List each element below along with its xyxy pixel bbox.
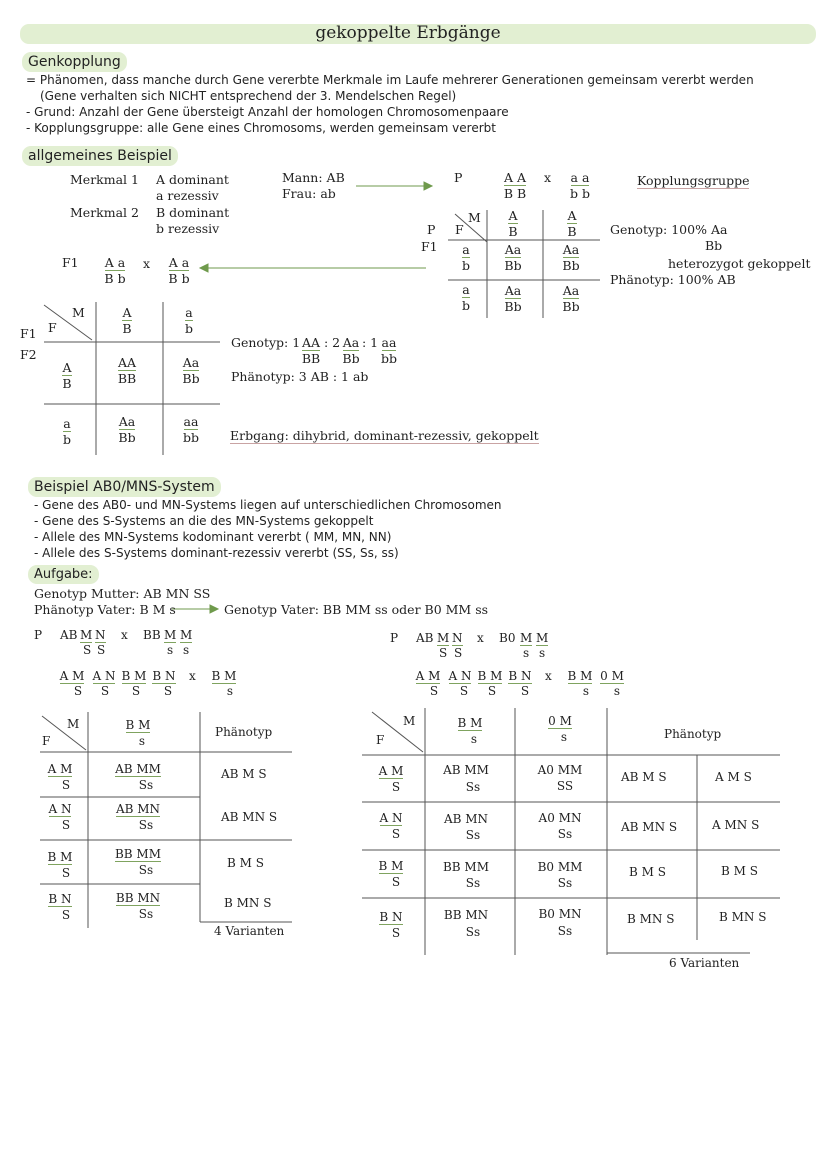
right-gam-4: B N (508, 669, 532, 683)
lt-h-b: s (138, 734, 146, 748)
lt-r4-ph: B MN S (224, 896, 272, 910)
right-p1-s1: S (439, 646, 448, 660)
rt-r4-c1b: Ss (465, 925, 481, 939)
merkmal2-label: Merkmal 2 (70, 205, 139, 220)
left-gam-3: B M (121, 669, 147, 683)
sq1-f: F (455, 222, 464, 237)
rt-f: F (376, 733, 385, 747)
rt-h1-t: B M (457, 716, 483, 730)
p-allele-bottom-1: B B (503, 186, 527, 201)
right-p2-m1: M (520, 631, 533, 645)
genotyp2-prefix: Genotyp: 1 (231, 335, 301, 350)
rt-r2-p1: AB MN S (621, 820, 678, 834)
heterozygot-label: heterozygot gekoppelt (668, 256, 811, 271)
right-gam-3-b: S (487, 684, 497, 698)
sq1-r2-t: a (462, 282, 470, 297)
rt-h2-b: s (560, 730, 568, 744)
rt-h1-b: s (470, 732, 478, 746)
sq1-c12-b: Bb (562, 258, 580, 273)
left-p1-ab: AB (60, 628, 78, 642)
lt-r3-cb: Ss (138, 863, 154, 877)
genotyp2-BB: BB (301, 351, 321, 366)
genotyp1-line2: Bb (705, 238, 723, 253)
sq2-c11-t: AA (117, 355, 137, 370)
right-gam-4-b: S (520, 684, 530, 698)
rt-r3-c2t: B0 MM (537, 860, 583, 874)
left-gam-3-b: S (131, 684, 141, 698)
sq1-c22-t: Aa (562, 283, 580, 298)
genotyp1-line1: Genotyp: 100% Aa (610, 222, 728, 237)
right-p-label: P (390, 631, 399, 645)
sq2-c11-b: BB (117, 371, 137, 386)
sq1-p-label: P (427, 222, 436, 237)
rt-r3-t: B M (378, 859, 404, 873)
lt-r4-cb: Ss (138, 907, 154, 921)
rt-r1-p2: A M S (715, 770, 752, 784)
left-gam-cross: x (189, 669, 196, 683)
rt-phaenotyp-header: Phänotyp (664, 727, 722, 741)
rt-r1-p1: AB M S (621, 770, 667, 784)
rt-r3-c1t: BB MM (442, 860, 490, 874)
sq2-h2-t: a (185, 305, 193, 320)
vater-genotyp: Genotyp Vater: BB MM ss oder B0 MM ss (224, 602, 489, 617)
right-p1-m: M (437, 631, 450, 645)
right-p2-s1: s (523, 646, 530, 660)
genotyp2-Bb: Bb (342, 351, 360, 366)
left-p-cross: x (121, 628, 128, 642)
beispiel2-heading: Beispiel AB0/MNS-System (28, 477, 221, 497)
lt-varianten: 4 Varianten (214, 924, 285, 938)
aufgabe-heading: Aufgabe: (28, 565, 99, 584)
sq1-h-b: B (508, 224, 518, 239)
rt-r1-c2t: A0 MM (537, 763, 583, 777)
left-p1-m: M (80, 628, 93, 642)
rt-r4-c2b: Ss (557, 924, 573, 938)
rt-r3-c2b: Ss (557, 876, 573, 890)
p-cross: x (544, 170, 552, 185)
rt-r2-c2b: Ss (557, 827, 573, 841)
right-p1-s2: S (454, 646, 463, 660)
vater-phaenotyp: Phänotyp Vater: B M s (34, 602, 176, 617)
right-p-cross: x (477, 631, 484, 645)
mann-label: Mann: AB (282, 170, 345, 185)
f1-label: F1 (62, 255, 79, 270)
lt-r1-cb: Ss (138, 778, 154, 792)
genkopplung-line-2: (Gene verhalten sich NICHT entsprechend der 3. Mendelschen Regel) (40, 89, 457, 103)
f1-allele-bottom-1: B b (104, 271, 126, 286)
genkopplung-line-1: = Phänomen, dass manche durch Gene vererbte Merkmale im Laufe mehrerer Generationen gemeinsam vererbt werden (26, 73, 754, 87)
sq1-r1-b: b (461, 258, 470, 273)
sq2-c21-t: Aa (118, 414, 136, 429)
right-vater-gam-1-b: s (582, 684, 590, 698)
f1-cross: x (143, 256, 151, 271)
genotyp2-Aa: Aa (342, 335, 360, 350)
right-p2-m2: M (536, 631, 549, 645)
mutter-genotyp: Genotyp Mutter: AB MN SS (34, 586, 211, 601)
sq2-h2-b: b (184, 321, 193, 336)
genotyp2-aa: aa (381, 335, 397, 350)
sq1-c21-b: Bb (504, 299, 522, 314)
rt-r3-p1: B M S (629, 865, 666, 879)
rt-r1-b: S (391, 780, 401, 794)
rt-r3-p2: B M S (721, 864, 758, 878)
left-gam-2-b: S (100, 684, 110, 698)
left-gam-2: A N (92, 669, 116, 683)
left-p1-n: N (95, 628, 106, 642)
sq2-m: M (72, 305, 85, 320)
sq1-m: M (468, 210, 481, 225)
sq1-c11-t: Aa (504, 242, 522, 257)
arrow-right-head (424, 182, 432, 190)
p-allele-bottom-2: b b (570, 186, 590, 201)
rt-r4-b: S (391, 926, 401, 940)
beispiel2-line-4: - Allele des S-Systems dominant-rezessiv vererbt (SS, Ss, ss) (34, 546, 399, 560)
left-gam-1-b: S (73, 684, 83, 698)
merkmal2-allele-b: b rezessiv (156, 221, 220, 236)
left-p2-m1: M (164, 628, 177, 642)
lt-r1-ct: AB MM (115, 762, 161, 776)
sq1-h2-b: B (567, 224, 577, 239)
lt-r1-b: S (61, 778, 71, 792)
merkmal1-allele-a: A dominant (156, 172, 229, 187)
sq2-f: F (48, 320, 57, 335)
right-p2-b0: B0 (499, 631, 516, 645)
rt-varianten: 6 Varianten (669, 956, 740, 970)
sq1-c11-b: Bb (504, 258, 522, 273)
left-p2-s1: s (167, 643, 174, 657)
sq1-f1-label: F1 (421, 239, 438, 254)
lt-r3-b: S (61, 866, 71, 880)
right-vater-gam-2-b: s (613, 684, 621, 698)
rt-r1-c1t: AB MM (443, 763, 489, 777)
p-allele-top-1: A A (503, 170, 527, 185)
rt-h2-t: 0 M (548, 714, 572, 728)
sq1-r1-t: a (462, 242, 470, 257)
genkopplung-line-3: - Grund: Anzahl der Gene übersteigt Anzahl der homologen Chromosomenpaare (26, 105, 509, 119)
lt-h-t: B M (125, 718, 151, 732)
sq2-r2-b: b (62, 432, 71, 447)
lt-r2-t: A N (48, 802, 72, 816)
beispiel1-heading: allgemeines Beispiel (22, 146, 178, 166)
lt-r3-ct: BB MM (114, 847, 162, 861)
lt-f: F (42, 734, 51, 748)
left-p2-s2: s (183, 643, 190, 657)
right-gam-3: B M (477, 669, 503, 683)
merkmal1-label: Merkmal 1 (70, 172, 139, 187)
beispiel2-line-1: - Gene des AB0- und MN-Systems liegen auf unterschiedlichen Chromosomen (34, 498, 502, 512)
sq2-h1-b: B (122, 321, 132, 336)
right-gam-2: A N (448, 669, 472, 683)
lt-r4-ct: BB MN (115, 891, 161, 905)
arrow-vater-head (210, 605, 218, 613)
phaenotyp2-label: Phänotyp: 3 AB : 1 ab (231, 369, 369, 384)
rt-r4-p1: B MN S (627, 912, 675, 926)
right-gam-1-b: S (429, 684, 439, 698)
left-vater-gam-b: s (226, 684, 234, 698)
rt-r1-t: A M (378, 764, 404, 778)
rt-r2-b: S (391, 827, 401, 841)
right-vater-gam-1: B M (567, 669, 593, 683)
merkmal1-allele-b: a rezessiv (156, 188, 219, 203)
rt-r2-t: A N (379, 811, 403, 825)
sq2-f1-label: F1 (20, 326, 37, 341)
right-gam-2-b: S (459, 684, 469, 698)
rt-m: M (403, 714, 416, 728)
rt-r4-t: B N (379, 910, 403, 924)
frau-label: Frau: ab (282, 186, 336, 201)
left-gam-4-b: S (163, 684, 173, 698)
sq2-f2-label: F2 (20, 347, 37, 362)
rt-r4-c2t: B0 MN (538, 907, 582, 921)
kopplungsgruppe-label: Kopplungsgruppe (637, 173, 750, 188)
left-p1-s2: S (97, 643, 106, 657)
genkopplung-line-4: - Kopplungsgruppe: alle Gene eines Chromosoms, werden gemeinsam vererbt (26, 121, 496, 135)
sq2-c21-b: Bb (118, 430, 136, 445)
lt-r3-t: B M (47, 850, 73, 864)
genkopplung-heading: Genkopplung (22, 52, 127, 72)
sq2-r1-b: B (62, 376, 72, 391)
sq1-r2-b: b (461, 298, 470, 313)
rt-r3-c1b: Ss (465, 876, 481, 890)
sq1-h-a: A (508, 208, 518, 223)
p-label: P (454, 170, 463, 185)
lt-r2-cb: Ss (138, 818, 154, 832)
sq2-c22-t: aa (183, 414, 199, 429)
left-gam-4: B N (152, 669, 176, 683)
right-p1-ab: AB (416, 631, 434, 645)
right-p2-s2: s (539, 646, 546, 660)
right-gam-1: A M (415, 669, 441, 683)
left-p1-s1: S (83, 643, 92, 657)
sq2-r2-t: a (63, 416, 71, 431)
lt-r2-b: S (61, 818, 71, 832)
rt-r2-c1b: Ss (465, 828, 481, 842)
sq1-c12-t: Aa (562, 242, 580, 257)
right-vater-gam-2: 0 M (600, 669, 624, 683)
erbgang-label: Erbgang: dihybrid, dominant-rezessiv, gekoppelt (230, 428, 539, 443)
rt-r4-c1t: BB MN (443, 908, 489, 922)
rt-r2-c1t: AB MN (443, 812, 489, 826)
right-p1-n: N (452, 631, 463, 645)
f1-allele-top-1: A a (104, 255, 126, 270)
lt-r2-ph: AB MN S (221, 810, 278, 824)
page-title: gekoppelte Erbgänge (315, 23, 501, 43)
genotyp2-AA: AA (301, 335, 321, 350)
left-p-label: P (34, 628, 43, 642)
f1-allele-top-2: A a (168, 255, 190, 270)
rt-r2-p2: A MN S (712, 818, 760, 832)
rt-r1-c2b: SS (556, 779, 574, 793)
lt-phaenotyp-header: Phänotyp (215, 725, 273, 739)
merkmal2-allele-a: B dominant (156, 205, 230, 220)
sq2-c12-b: Bb (182, 371, 200, 386)
left-p2-m2: M (180, 628, 193, 642)
left-gam-1: A M (59, 669, 85, 683)
sq2-c12-t: Aa (182, 355, 200, 370)
sq1-h2-a: A (567, 208, 577, 223)
lt-r3-ph: B M S (227, 856, 264, 870)
lt-r1-ph: AB M S (221, 767, 267, 781)
arrow-left-head (200, 264, 208, 272)
rt-r1-c1b: Ss (465, 780, 481, 794)
genotyp2-bb: bb (380, 351, 397, 366)
genotyp2-sep1: : 2 (324, 335, 341, 350)
sq1-c21-t: Aa (504, 283, 522, 298)
sq2-r1-t: A (62, 360, 72, 375)
p-allele-top-2: a a (570, 170, 590, 185)
rt-r4-p2: B MN S (719, 910, 767, 924)
left-vater-gam: B M (211, 669, 237, 683)
lt-r1-t: A M (47, 762, 73, 776)
sq2-h1-t: A (122, 305, 132, 320)
rt-r2-c2t: A0 MN (538, 811, 582, 825)
phaenotyp1-label: Phänotyp: 100% AB (610, 272, 736, 287)
left-p2-bb: BB (143, 628, 161, 642)
beispiel2-line-3: - Allele des MN-Systems kodominant vererbt ( MM, MN, NN) (34, 530, 392, 544)
lt-r2-ct: AB MN (115, 802, 161, 816)
lt-r4-b: S (61, 908, 71, 922)
genotyp2-sep2: : 1 (362, 335, 379, 350)
sq1-c22-b: Bb (562, 299, 580, 314)
sq2-c22-b: bb (182, 430, 199, 445)
f1-allele-bottom-2: B b (168, 271, 190, 286)
rt-r3-b: S (391, 875, 401, 889)
right-gam-cross: x (545, 669, 552, 683)
beispiel2-line-2: - Gene des S-Systems an die des MN-Systems gekoppelt (34, 514, 374, 528)
lt-r4-t: B N (48, 892, 72, 906)
lt-m: M (67, 717, 80, 731)
